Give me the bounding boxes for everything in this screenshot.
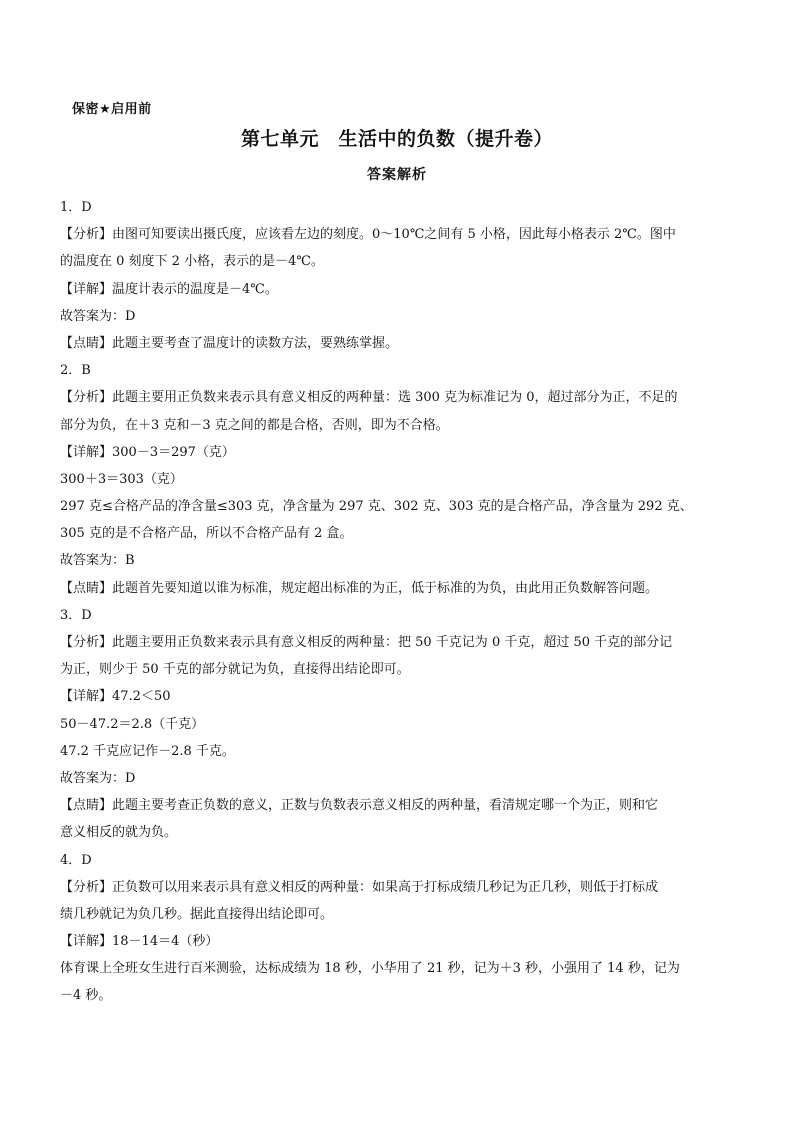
answer-content (60, 194, 740, 1010)
text-line: 【详解】47.2＜50 (60, 689, 171, 705)
text-line: 【分析】此题主要用正负数来表示具有意义相反的两种量：把 50 千克记为 0 千克，超过 50 千克的部分记 (60, 635, 673, 650)
text-line: 3．D (60, 607, 92, 623)
text-line: 2．B (60, 363, 91, 379)
text-line: 体育课上全班女生进行百米测验，达标成绩为 18 秒，小华用了 21 秒，记为＋3 秒，小强用了 14 秒，记为 (60, 961, 680, 977)
confidential-label: 保密★启用前 (72, 102, 152, 117)
text-line: 【详解】温度计表示的温度是－4℃。 (60, 281, 278, 297)
text-line: 305 克的是不合格产品，所以不合格产品有 2 盒。 (60, 526, 353, 542)
text-line: 1．D (60, 200, 92, 215)
page-subtitle: 答案解析 (367, 167, 427, 183)
text-line: 意义相反的就为负。 (60, 825, 178, 841)
text-line: 4．D (60, 852, 92, 868)
text-line: －4 秒。 (60, 988, 112, 1004)
text-line: 297 克≤合格产品的净含量≤303 克，净含量为 297 克、302 克、303 克的是合格产品，净含量为 292 克、 (60, 499, 693, 515)
text-line: 300＋3＝303（克） (60, 471, 183, 487)
text-line: 【分析】由图可知要读出摄氏度，应该看左边的刻度。0～10℃之间有 5 小格，因此每小格表示 2℃。图中 (60, 227, 676, 243)
text-line: 50－47.2＝2.8（千克） (60, 716, 205, 732)
text-line: 【分析】此题主要用正负数来表示具有意义相反的两种量：选 300 克为标准记为 0，超过部分为正，不足的 (60, 390, 678, 406)
text-line: 【点睛】此题首先要知道以谁为标准，规定超出标准的为正，低于标准的为负，由此用正负数解答问题。 (60, 580, 659, 596)
text-line: 故答案为：B (60, 553, 135, 569)
text-line: 故答案为：D (60, 308, 136, 324)
text-line: 【详解】300－3＝297（克） (60, 444, 235, 460)
text-line: 故答案为：D (60, 770, 136, 786)
text-line: 【点睛】此题主要考查正负数的意义，正数与负数表示意义相反的两种量，看清规定哪一个为正，则和它 (60, 798, 659, 814)
text-line: 47.2 千克应记作－2.8 千克。 (60, 743, 235, 759)
text-line: 【分析】正负数可以用来表示具有意义相反的两种量：如果高于打标成绩几秒记为正几秒，则低于打标成 (60, 879, 659, 895)
text-line: 【详解】18－14＝4（秒） (60, 934, 219, 950)
text-line: 【点睛】此题主要考查了温度计的读数方法，要熟练掌握。 (60, 335, 399, 351)
text-line: 的温度在 0 刻度下 2 小格，表示的是－4℃。 (60, 254, 324, 270)
text-line: 绩几秒就记为负几秒。据此直接得出结论即可。 (60, 906, 334, 922)
page-title: 第七单元 生活中的负数（提升卷） (240, 128, 553, 150)
text-line: 为正，则少于 50 千克的部分就记为负，直接得出结论即可。 (60, 662, 410, 678)
text-line: 部分为负，在＋3 克和－3 克之间的都是合格，否则，即为不合格。 (60, 417, 449, 433)
